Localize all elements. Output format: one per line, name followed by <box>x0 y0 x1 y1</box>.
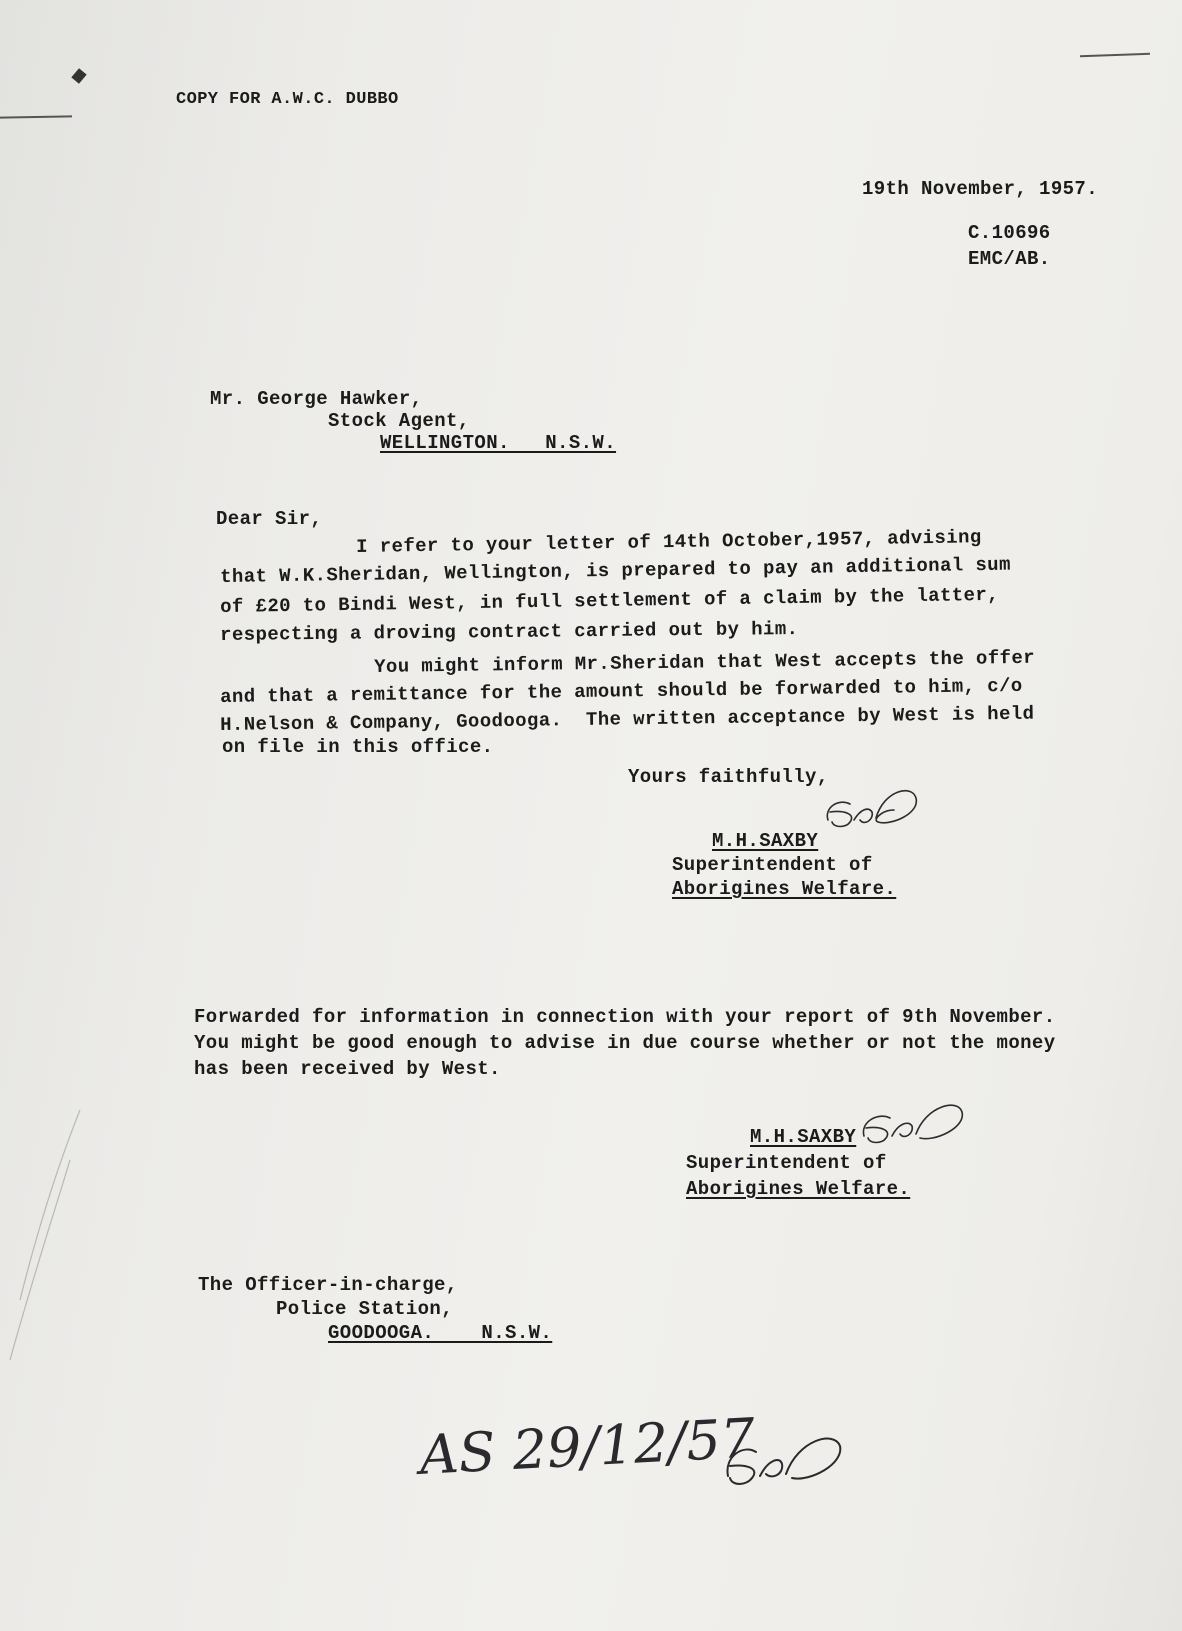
body-line: and that a remittance for the amount should be forwarded to him, c/o <box>220 674 1023 708</box>
salutation: Dear Sir, <box>216 508 323 530</box>
body-line: on file in this office. <box>222 736 494 758</box>
handwritten-initials-signature <box>858 1092 978 1152</box>
signatory-title: Superintendent of <box>672 854 873 876</box>
officer-line: The Officer-in-charge, <box>198 1274 458 1296</box>
officer-place: GOODOOGA. N.S.W. <box>328 1322 553 1344</box>
closing: Yours faithfully, <box>628 766 829 788</box>
forward-line: Forwarded for information in connection with your report of 9th November. <box>194 1006 1056 1028</box>
recipient-place: WELLINGTON. N.S.W. <box>380 432 617 454</box>
signatory-title: Aborigines Welfare. <box>686 1178 911 1200</box>
edge-mark-left <box>0 115 72 118</box>
body-line: of £20 to Bindi West, in full settlement of a claim by the latter, <box>220 583 1000 618</box>
letter-date: 19th November, 1957. <box>862 178 1099 200</box>
body-line: H.Nelson & Company, Goodooga. The written acceptance by West is held <box>220 702 1035 736</box>
recipient-title: Stock Agent, <box>328 410 470 432</box>
body-line: You might inform Mr.Sheridan that West accepts the offer <box>374 646 1036 678</box>
paper-scratch-marks <box>0 1100 90 1400</box>
reference-initials: EMC/AB. <box>968 248 1051 270</box>
body-line: that W.K.Sheridan, Wellington, is prepared to pay an additional sum <box>220 553 1011 588</box>
body-line: I refer to your letter of 14th October,1957, advising <box>356 526 982 558</box>
copy-note: COPY FOR A.W.C. DUBBO <box>176 90 399 109</box>
forward-line: has been received by West. <box>194 1058 501 1080</box>
edge-mark-right <box>1080 53 1150 57</box>
handwritten-initials-signature <box>720 1420 850 1500</box>
signatory-name: M.H.SAXBY <box>712 830 819 852</box>
signatory-name: M.H.SAXBY <box>750 1126 857 1148</box>
reference-number: C.10696 <box>968 222 1051 244</box>
handwritten-date-note: AS 29/12/57 <box>418 1406 757 1487</box>
signatory-title: Superintendent of <box>686 1152 887 1174</box>
officer-line: Police Station, <box>276 1298 454 1320</box>
recipient-name: Mr. George Hawker, <box>210 388 423 410</box>
forward-line: You might be good enough to advise in due course whether or not the money <box>194 1032 1056 1054</box>
body-line: respecting a droving contract carried out by him. <box>220 617 799 646</box>
edge-mark-tick <box>71 68 86 84</box>
signatory-title: Aborigines Welfare. <box>672 878 897 900</box>
handwritten-initials-signature <box>820 780 930 840</box>
